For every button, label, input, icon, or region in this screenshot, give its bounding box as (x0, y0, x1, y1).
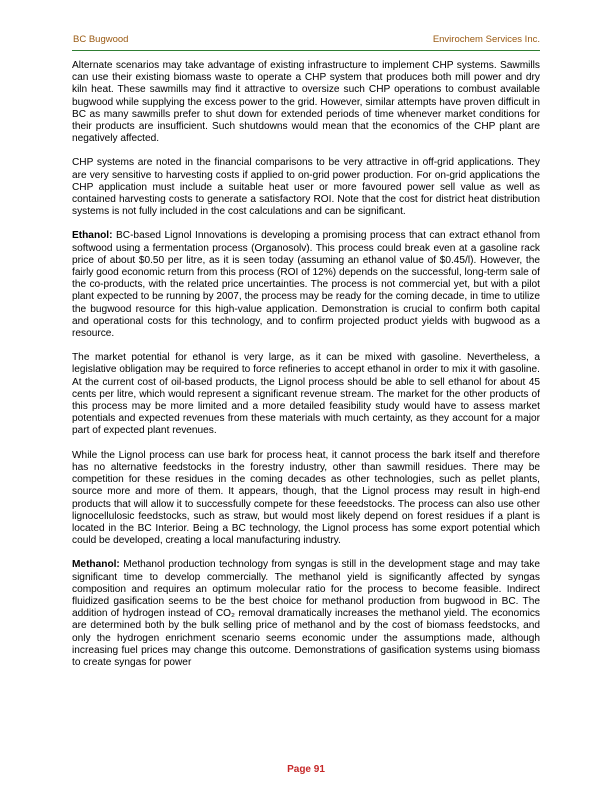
paragraph-lead-heading: Ethanol: (72, 230, 113, 242)
paragraph-lignol-feedstocks (72, 450, 540, 548)
paragraph-text: While the Lignol process can use bark for process heat, it cannot process the bark itself and therefore has no alternative feedstocks in the forestry industry, other than sawmill residues. There may be competition for these residues in the coming decades as other technologies, such as pellet plants, source more and more of them. It appears, though, that the Lignol process may result in high-end products that will allow it to successfully compete for these feeedstocks. The process can also use other lignocellulosic feedstocks, such as straw, but would most likely depend on forest residues if a plant is located in the BC Interior. Being a BC technology, the Lignol process has some export potential which could be developed, creating a local manufacturing industry. (72, 449, 540, 547)
header-divider (72, 50, 540, 51)
paragraph-text: CHP systems are noted in the financial comparisons to be very attractive in off-grid applications. They are very sensitive to harvesting costs if applied to on-grid power production. For on-grid applications the CHP application must include a suitable heat user or more favoured power sell value as well as contained harvesting costs to generate a satisfactory ROI. Note that the cost for district heat distribution systems is not fully included in the cost calculations and can be significant. (72, 157, 540, 218)
body-content (72, 60, 540, 681)
paragraph-text: BC-based Lignol Innovations is developing a promising process that can extract ethanol from softwood using a fermentation process (Organosolv). This process could break even at a gasoline rack price of about $0.50 per litre, as it is seen today (assuming an ethanol value of $0.45/l). However, the fairly good economic return from this process (ROI of 12%) depends on the successful, long-term sale of the co-products, with the related price uncertainties. The process is not commercial yet, but with a pilot plant expected to be running by 2007, the process may be ready for the coming decade, in time to utilize the bugwood resource for this high-value application. Demonstration is crucial to confirm both capital and operational costs for this technology, and to confirm projected product yields with bugwood as a resource. (72, 230, 540, 340)
paragraph-ethanol-market (72, 352, 540, 437)
paragraph-ethanol (72, 230, 540, 340)
paragraph-text: The market potential for ethanol is very large, as it can be mixed with gasoline. Nevertheless, a legislative obligation may be required to force refineries to accept ethanol in order to mix it with gasoline. At the current cost of oil-based products, the Lignol process should be able to sell ethanol for about 45 cents per litre, which would represent a significant revenue stream. The market for the other products of this process may be more limited and a more detailed feasibility study would have to assess market potentials and expected revenues from these materials with much certainty, as they account for a major part of expected plant revenues. (72, 352, 540, 437)
page-header (73, 34, 540, 48)
paragraph-text: Alternate scenarios may take advantage of existing infrastructure to implement CHP systems. Sawmills can use their existing biomass waste to operate a CHP system that produces both mill power and dry kiln heat. These sawmills may find it attractive to oversize such CHP operations to combust available bugwood while supplying the excess power to the grid. However, similar attempts have proven difficult in BC as many sawmills prefer to shut down for extended periods of time whenever market conditions for their products are insufficient. Such shutdowns would mean that the economics of the CHP plant are negatively affected. (72, 60, 540, 145)
paragraph-text: Methanol production technology from syngas is still in the development stage and may take significant time to develop commercially. The methanol yield is significantly affected by syngas composition and requires an optimum molecular ratio for the process to become feasible. Indirect fluidized gasification seems to be the best choice for methanol production from bugwood in BC. The addition of hydrogen instead of CO₂ removal dramatically increases the methanol yield. The economics are determined both by the bulk selling price of methanol and by the cost of biomass feedstocks, and only the hydrogen enrichment scenario seems economic under the assumptions made, although increasing fuel prices may change this outcome. Demonstrations of gasification systems using biomass to create syngas for power (72, 559, 540, 668)
page-number: Page 91 (287, 764, 325, 775)
header-document-title: BC Bugwood (73, 34, 129, 45)
header-company-name: Envirochem Services Inc. (432, 34, 540, 45)
paragraph-lead-heading: Methanol: (72, 559, 120, 571)
paragraph-chp-alternate-scenarios (72, 60, 540, 145)
paragraph-methanol (72, 559, 540, 669)
paragraph-chp-systems (72, 157, 540, 218)
